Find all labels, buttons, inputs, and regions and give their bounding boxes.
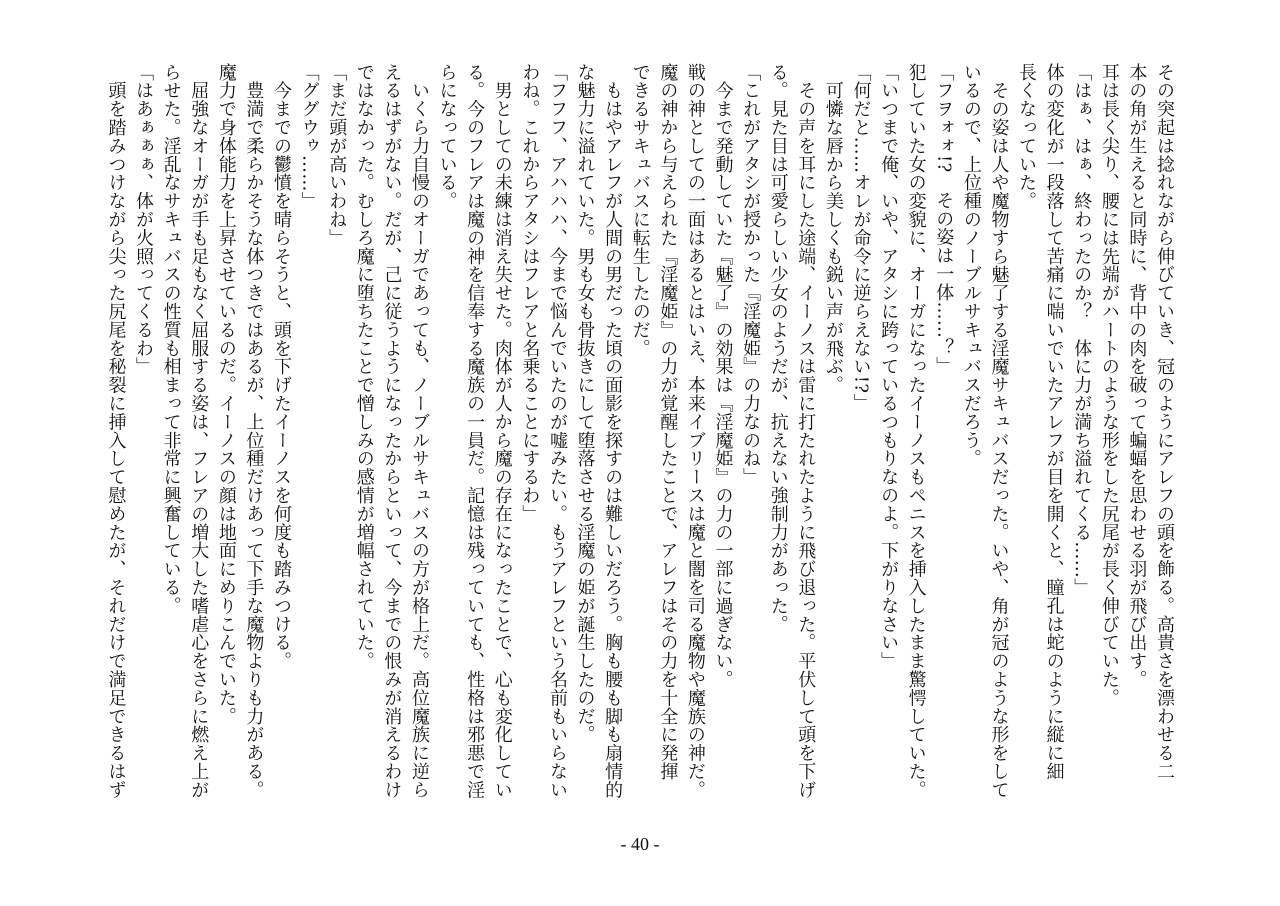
text-line: ではなかった。むしろ魔に堕ちたことで憎しみの感情が増幅されていた。 [353, 63, 375, 671]
text-line: その姿は人や魔物すら魅了する淫魔サキュバスだった。いや、角が冠のような形をして [988, 63, 1010, 799]
text-line: その声を耳にした途端、イーノスは雷に打たれたように飛び退った。平伏して頭を下げ [795, 63, 817, 799]
text-line: 「フヲォォ!? その姿は一体……？」 [933, 63, 955, 376]
text-line: 魔力で身体能力を上昇させているのだ。イーノスの顔は地面にめりこんでいた。 [215, 63, 237, 726]
text-line: 魔の神から与えられた『淫魔姫』の力が覚醒したことで、アレフはその力を十全に発揮 [657, 63, 679, 781]
text-line: 豊満で柔らかそうな体つきではあるが、上位種だけあって下手な魔物よりも力がある。 [243, 63, 265, 799]
text-line: 屈強なオーガが手も足もなく屈服する姿は、フレアの増大した嗜虐心をさらに燃え上が [188, 63, 210, 799]
text-line: な魅力に溢れていた。男も女も骨抜きにして堕落させる淫魔の姫が誕生したのだ。 [574, 63, 596, 744]
text-line: 犯していた女の変貌に、オーガになったイーノスもペニスを挿入したまま驚愕していた。 [905, 63, 927, 799]
text-line: らせた。淫乱なサキュバスの性質も相まって非常に興奮している。 [160, 63, 182, 615]
text-line: その突起は捻れながら伸びていき、冠のようにアレフの頭を飾る。高貴さを漂わせる二 [1154, 63, 1175, 781]
text-line: 「何だと……オレが命令に逆らえない!?」 [850, 63, 872, 412]
text-line: いるので、上位種のノーブルサキュバスだろう。 [960, 63, 982, 468]
text-line: 男としての未練は消え失せた。肉体が人から魔の存在になったことで、心も変化してい [491, 63, 513, 799]
text-line: 戦の神としての一面はあるとはいえ、本来イブリースは魔と闇を司る魔物や魔族の神だ。 [684, 63, 706, 799]
text-line: 「いつまで俺、いや、アタシに跨っているつもりなのよ。下がりなさい」 [878, 63, 900, 671]
text-line: る。見た目は可愛らしい少女のようだが、抗えない強制力があった。 [767, 63, 789, 634]
text-line: 「はぁ、はぁ、終わったのか？ 体に力が満ち溢れてくる……」 [1071, 63, 1093, 597]
text-line: 今までの鬱憤を晴らそうと、頭を下げたイーノスを何度も踏みつける。 [271, 63, 292, 671]
text-line: もはやアレフが人間の男だった頃の面影を探すのは難しいだろう。胸も腰も脚も扇情的 [602, 63, 624, 799]
text-line: 長くなっていた。 [1016, 63, 1038, 211]
text-line: 体の変化が一段落して苦痛に喘いでいたアレフが目を開くと、瞳孔は蛇のように縦に細 [1043, 63, 1065, 781]
text-line: 「ググウゥ……」 [298, 63, 320, 211]
text-line: いくら力自慢のオーガであっても、ノーブルサキュバスの方が格上だ。高位魔族に逆ら [408, 63, 430, 799]
text-line: できるサキュバスに転生したのだ。 [629, 63, 651, 358]
text-line: 「これがアタシが授かった『淫魔姫』の力なのね」 [740, 63, 762, 487]
text-line: らになっている。 [436, 63, 458, 211]
text-line: 今まで発動していた『魅了』の効果は『淫魔姫』の力の一部に過ぎない。 [712, 63, 734, 689]
vertical-body-text [101, 63, 1178, 799]
text-line: 頭を踏みつけながら尖った尻尾を秘裂に挿入して慰めたが、それだけで満足できるはず [105, 63, 127, 799]
text-line: わね。これからアタシはフレアと名乗ることにするわ」 [519, 63, 541, 523]
text-line: 「はあぁぁぁ、体が火照ってくるわ」 [133, 63, 155, 376]
page-number: - 40 - [620, 834, 660, 854]
text-line: 「まだ頭が高いわね」 [326, 63, 348, 247]
text-line: 可憐な唇から美しくも鋭い声が飛ぶ。 [822, 63, 844, 395]
text-line: 本の角が生えると同時に、背中の肉を破って蝙蝠を思わせる羽が飛び出す。 [1126, 63, 1148, 689]
text-line: 「フフフ、アハハハ、今まで悩んでいたのが嘘みたい。もうアレフという名前もいらない [546, 63, 568, 799]
text-line: る。今のフレアは魔の神を信奉する魔族の一員だ。記憶は残っていても、性格は邪悪で淫 [464, 63, 486, 799]
text-line: えるはずがない。だが、己に従うようになったからといって、今までの恨みが消えるわけ [381, 63, 403, 799]
text-line: 耳は長く尖り、腰には先端がハートのような形をした尻尾が長く伸びていた。 [1098, 63, 1120, 707]
